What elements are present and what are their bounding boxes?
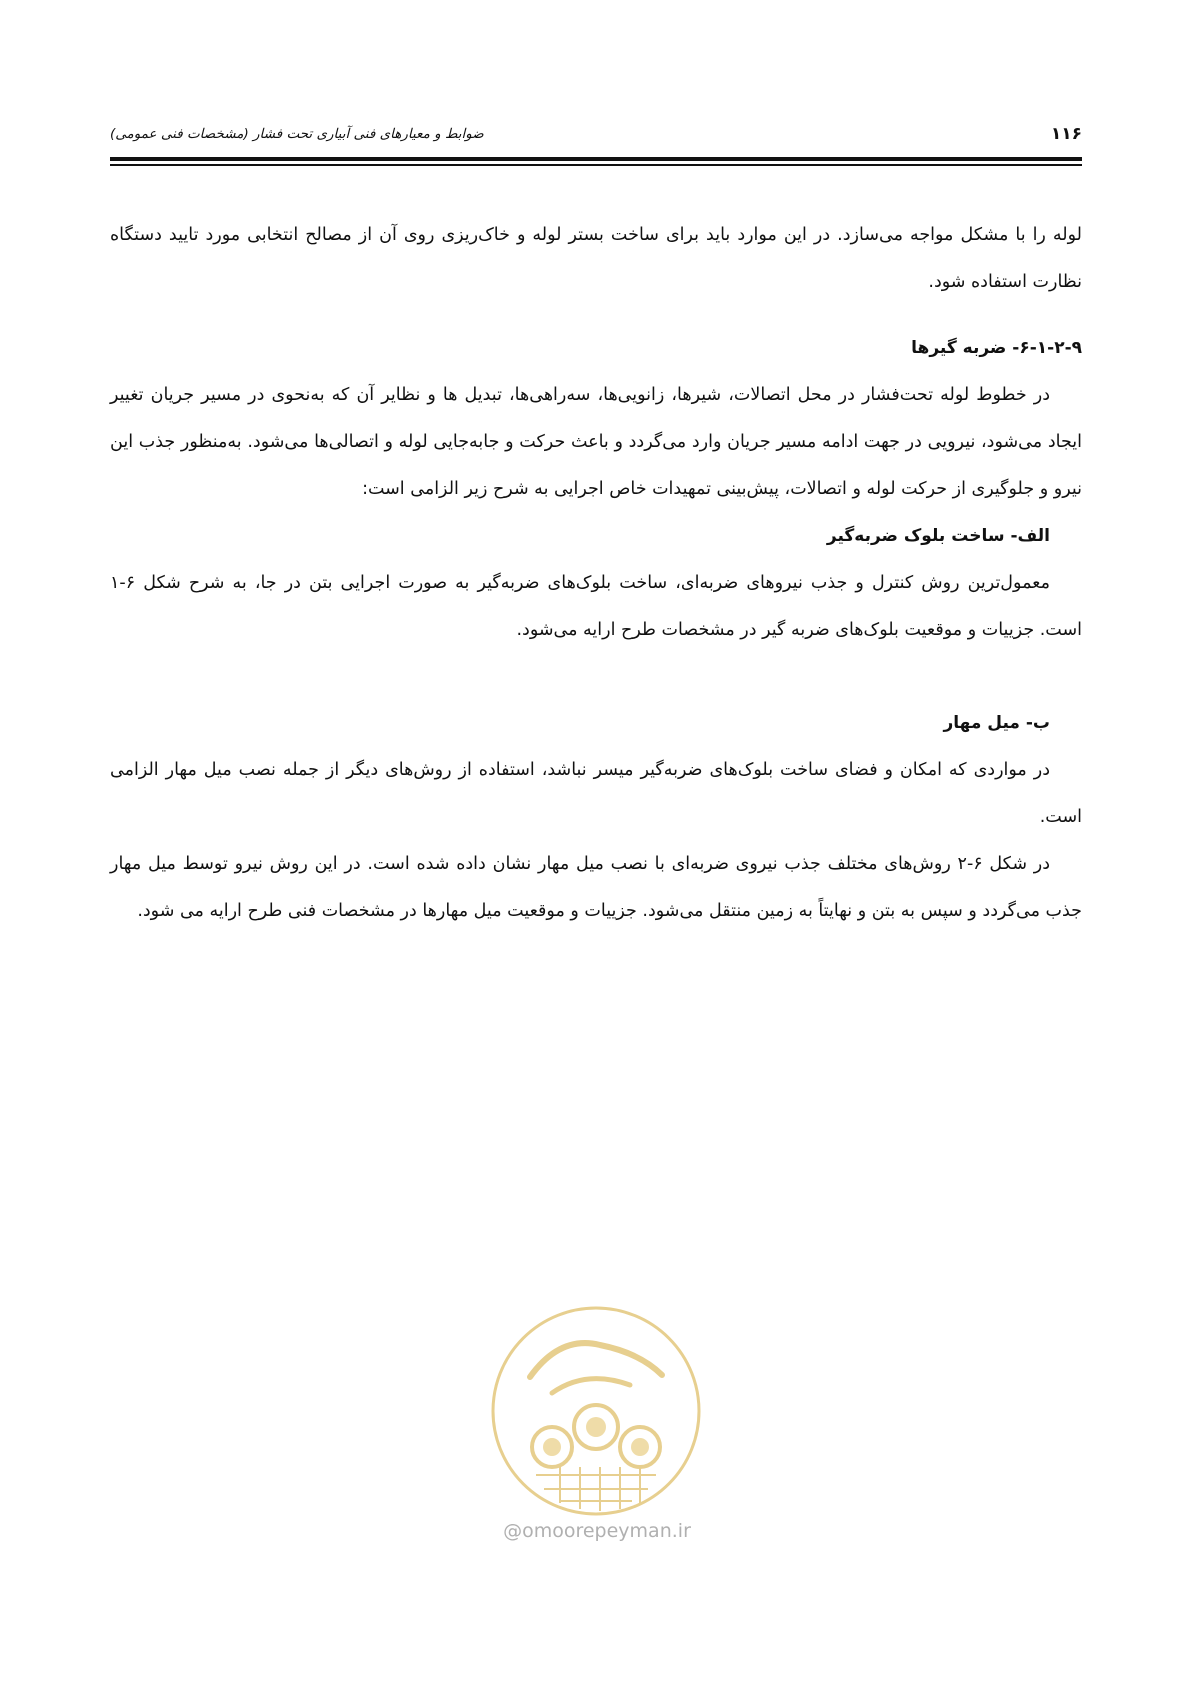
document-body <box>110 212 1082 935</box>
watermark-url: @omoorepeyman.ir <box>503 1520 691 1542</box>
running-title: ضوابط و معیارهای فنی آبیاری تحت فشار (مشخصات فنی عمومی) <box>110 126 484 142</box>
section-heading: ۶-۱-۲-۹- ضربه گیرها <box>911 338 1082 358</box>
subsection-b-heading: ب- میل مهار <box>943 713 1050 733</box>
section-paragraph: در خطوط لوله تحت‌فشار در محل اتصالات، شیرها، زانویی‌ها، سه‌راهی‌ها، تبدیل ها و نظایر آن که به‌نحوی در مسیر جریان تغییر ایجاد می‌شود، نیرویی در جهت ادامه مسیر جریان وارد می‌گردد و باعث حرکت و جابه‌جایی لوله و اتصالی‌ها می‌شود. به‌منظور جذب این نیرو و جلوگیری از حرکت لوله و اتصالات، پیش‌بینی تمهیدات خاص اجرایی به شرح زیر الزامی است: <box>110 385 1082 499</box>
page-number: ۱۱۶ <box>1050 124 1082 144</box>
intro-paragraph: لوله را با مشکل مواجه می‌سازد. در این موارد باید برای ساخت بستر لوله و خاک‌ریزی روی آن از مصالح انتخابی مورد تایید دستگاه نظارت استفاده شود. <box>110 225 1082 292</box>
subsection-a-paragraph: معمول‌ترین روش کنترل و جذب نیروهای ضربه‌ای، ساخت بلوک‌های ضربه‌گیر به صورت اجرایی بتن در جا، به شرح شکل ۶-۱ است. جزییات و موقعیت بلوک‌های ضربه گیر در مشخصات طرح ارایه می‌شود. <box>110 573 1082 640</box>
header-rule-thick <box>110 157 1082 161</box>
header-rule-thin <box>110 164 1082 166</box>
watermark-logo-icon <box>490 1305 702 1517</box>
page-header <box>110 124 1082 148</box>
subsection-b-paragraph-2: در شکل ۶-۲ روش‌های مختلف جذب نیروی ضربه‌ای با نصب میل مهار نشان داده شده است. در این روش نیرو توسط میل مهار جذب می‌گردد و سپس به بتن و نهایتاً به زمین منتقل می‌شود. جزییات و موقعیت میل مهارها در مشخصات فنی طرح ارایه می شود. <box>110 854 1082 921</box>
subsection-a-heading: الف- ساخت بلوک ضربه‌گیر <box>826 526 1050 546</box>
section-gap <box>110 654 1082 700</box>
subsection-b-paragraph-1: در مواردی که امکان و فضای ساخت بلوک‌های ضربه‌گیر میسر نباشد، استفاده از روش‌های دیگر از جمله نصب میل مهار الزامی است. <box>110 760 1082 827</box>
watermark-logo <box>490 1305 702 1517</box>
